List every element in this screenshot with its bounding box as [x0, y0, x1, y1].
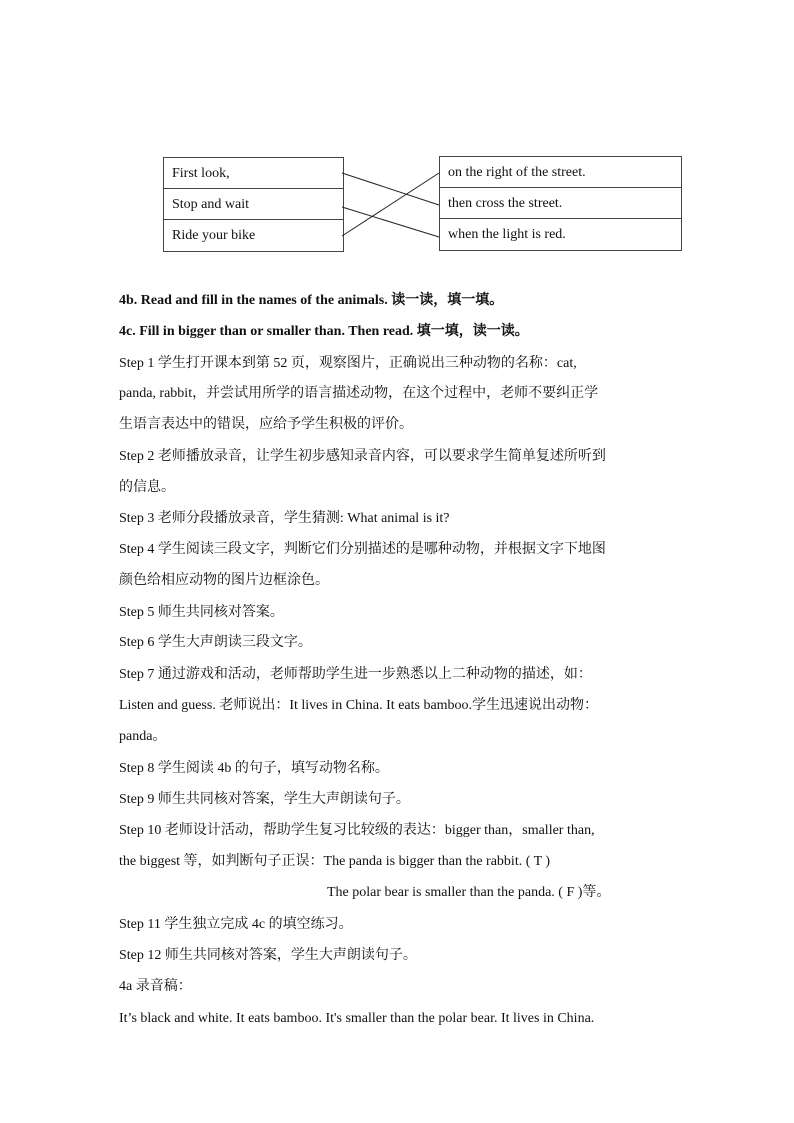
connector-line: [342, 173, 439, 205]
connector-line: [342, 207, 439, 237]
text-line: Listen and guess. 老师说出：It lives in China. It eats bamboo.学生迅速说出动物：: [119, 698, 599, 713]
text-line: Step 7 通过游戏和活动，老师帮助学生进一步熟悉以上二种动物的描述，如：: [119, 667, 592, 682]
matching-left-column: [163, 157, 344, 252]
matching-connector-lines: [0, 0, 794, 300]
text-line: Step 2 老师播放录音，让学生初步感知录音内容，可以要求学生简单复述所听到: [119, 449, 606, 464]
matching-right-column: [439, 156, 682, 251]
text-line: It’s black and white. It eats bamboo. It's smaller than the polar bear. It lives in China.: [119, 1011, 595, 1026]
matching-right-item: when the light is red.: [448, 227, 566, 242]
heading-4b: 4b. Read and fill in the names of the animals. 读一读，填一填。: [119, 293, 504, 308]
text-line: 的信息。: [119, 480, 175, 495]
text-line: Step 6 学生大声朗读三段文字。: [119, 635, 312, 650]
text-line: Step 5 师生共同核对答案。: [119, 605, 284, 620]
text-line: The polar bear is smaller than the panda. ( F )等。: [327, 885, 611, 900]
text-line: Step 4 学生阅读三段文字，判断它们分别描述的是哪种动物，并根据文字下地图: [119, 542, 606, 557]
heading-4c: 4c. Fill in bigger than or smaller than. Then read. 填一填，读一读。: [119, 324, 529, 339]
matching-right-item: then cross the street.: [440, 188, 681, 219]
text-line: 生语言表达中的错误，应给予学生积极的评价。: [119, 417, 413, 432]
text-line: the biggest 等，如判断句子正误：The panda is bigger than the rabbit. ( T ): [119, 854, 551, 869]
matching-left-item: Ride your bike: [172, 228, 256, 243]
text-line: Step 8 学生阅读 4b 的句子，填写动物名称。: [119, 761, 389, 776]
text-line: 颜色给相应动物的图片边框涂色。: [119, 573, 329, 588]
matching-right-item: on the right of the street.: [440, 157, 681, 188]
connector-line: [342, 173, 439, 236]
matching-left-item: Stop and wait: [164, 189, 343, 220]
text-line: panda。: [119, 729, 167, 744]
text-line: Step 10 老师设计活动，帮助学生复习比较级的表达：bigger than，smaller than,: [119, 823, 595, 838]
matching-left-item: First look,: [164, 158, 343, 189]
text-line: 4a 录音稿：: [119, 979, 192, 994]
text-line: Step 1 学生打开课本到第 52 页，观察图片，正确说出三种动物的名称：cat,: [119, 356, 577, 371]
text-line: panda, rabbit，并尝试用所学的语言描述动物，在这个过程中，老师不要纠正学: [119, 386, 599, 401]
text-line: Step 3 老师分段播放录音，学生猜测: What animal is it?: [119, 511, 450, 526]
text-line: Step 9 师生共同核对答案，学生大声朗读句子。: [119, 792, 410, 807]
text-line: Step 11 学生独立完成 4c 的填空练习。: [119, 917, 353, 932]
text-line: Step 12 师生共同核对答案，学生大声朗读句子。: [119, 948, 417, 963]
